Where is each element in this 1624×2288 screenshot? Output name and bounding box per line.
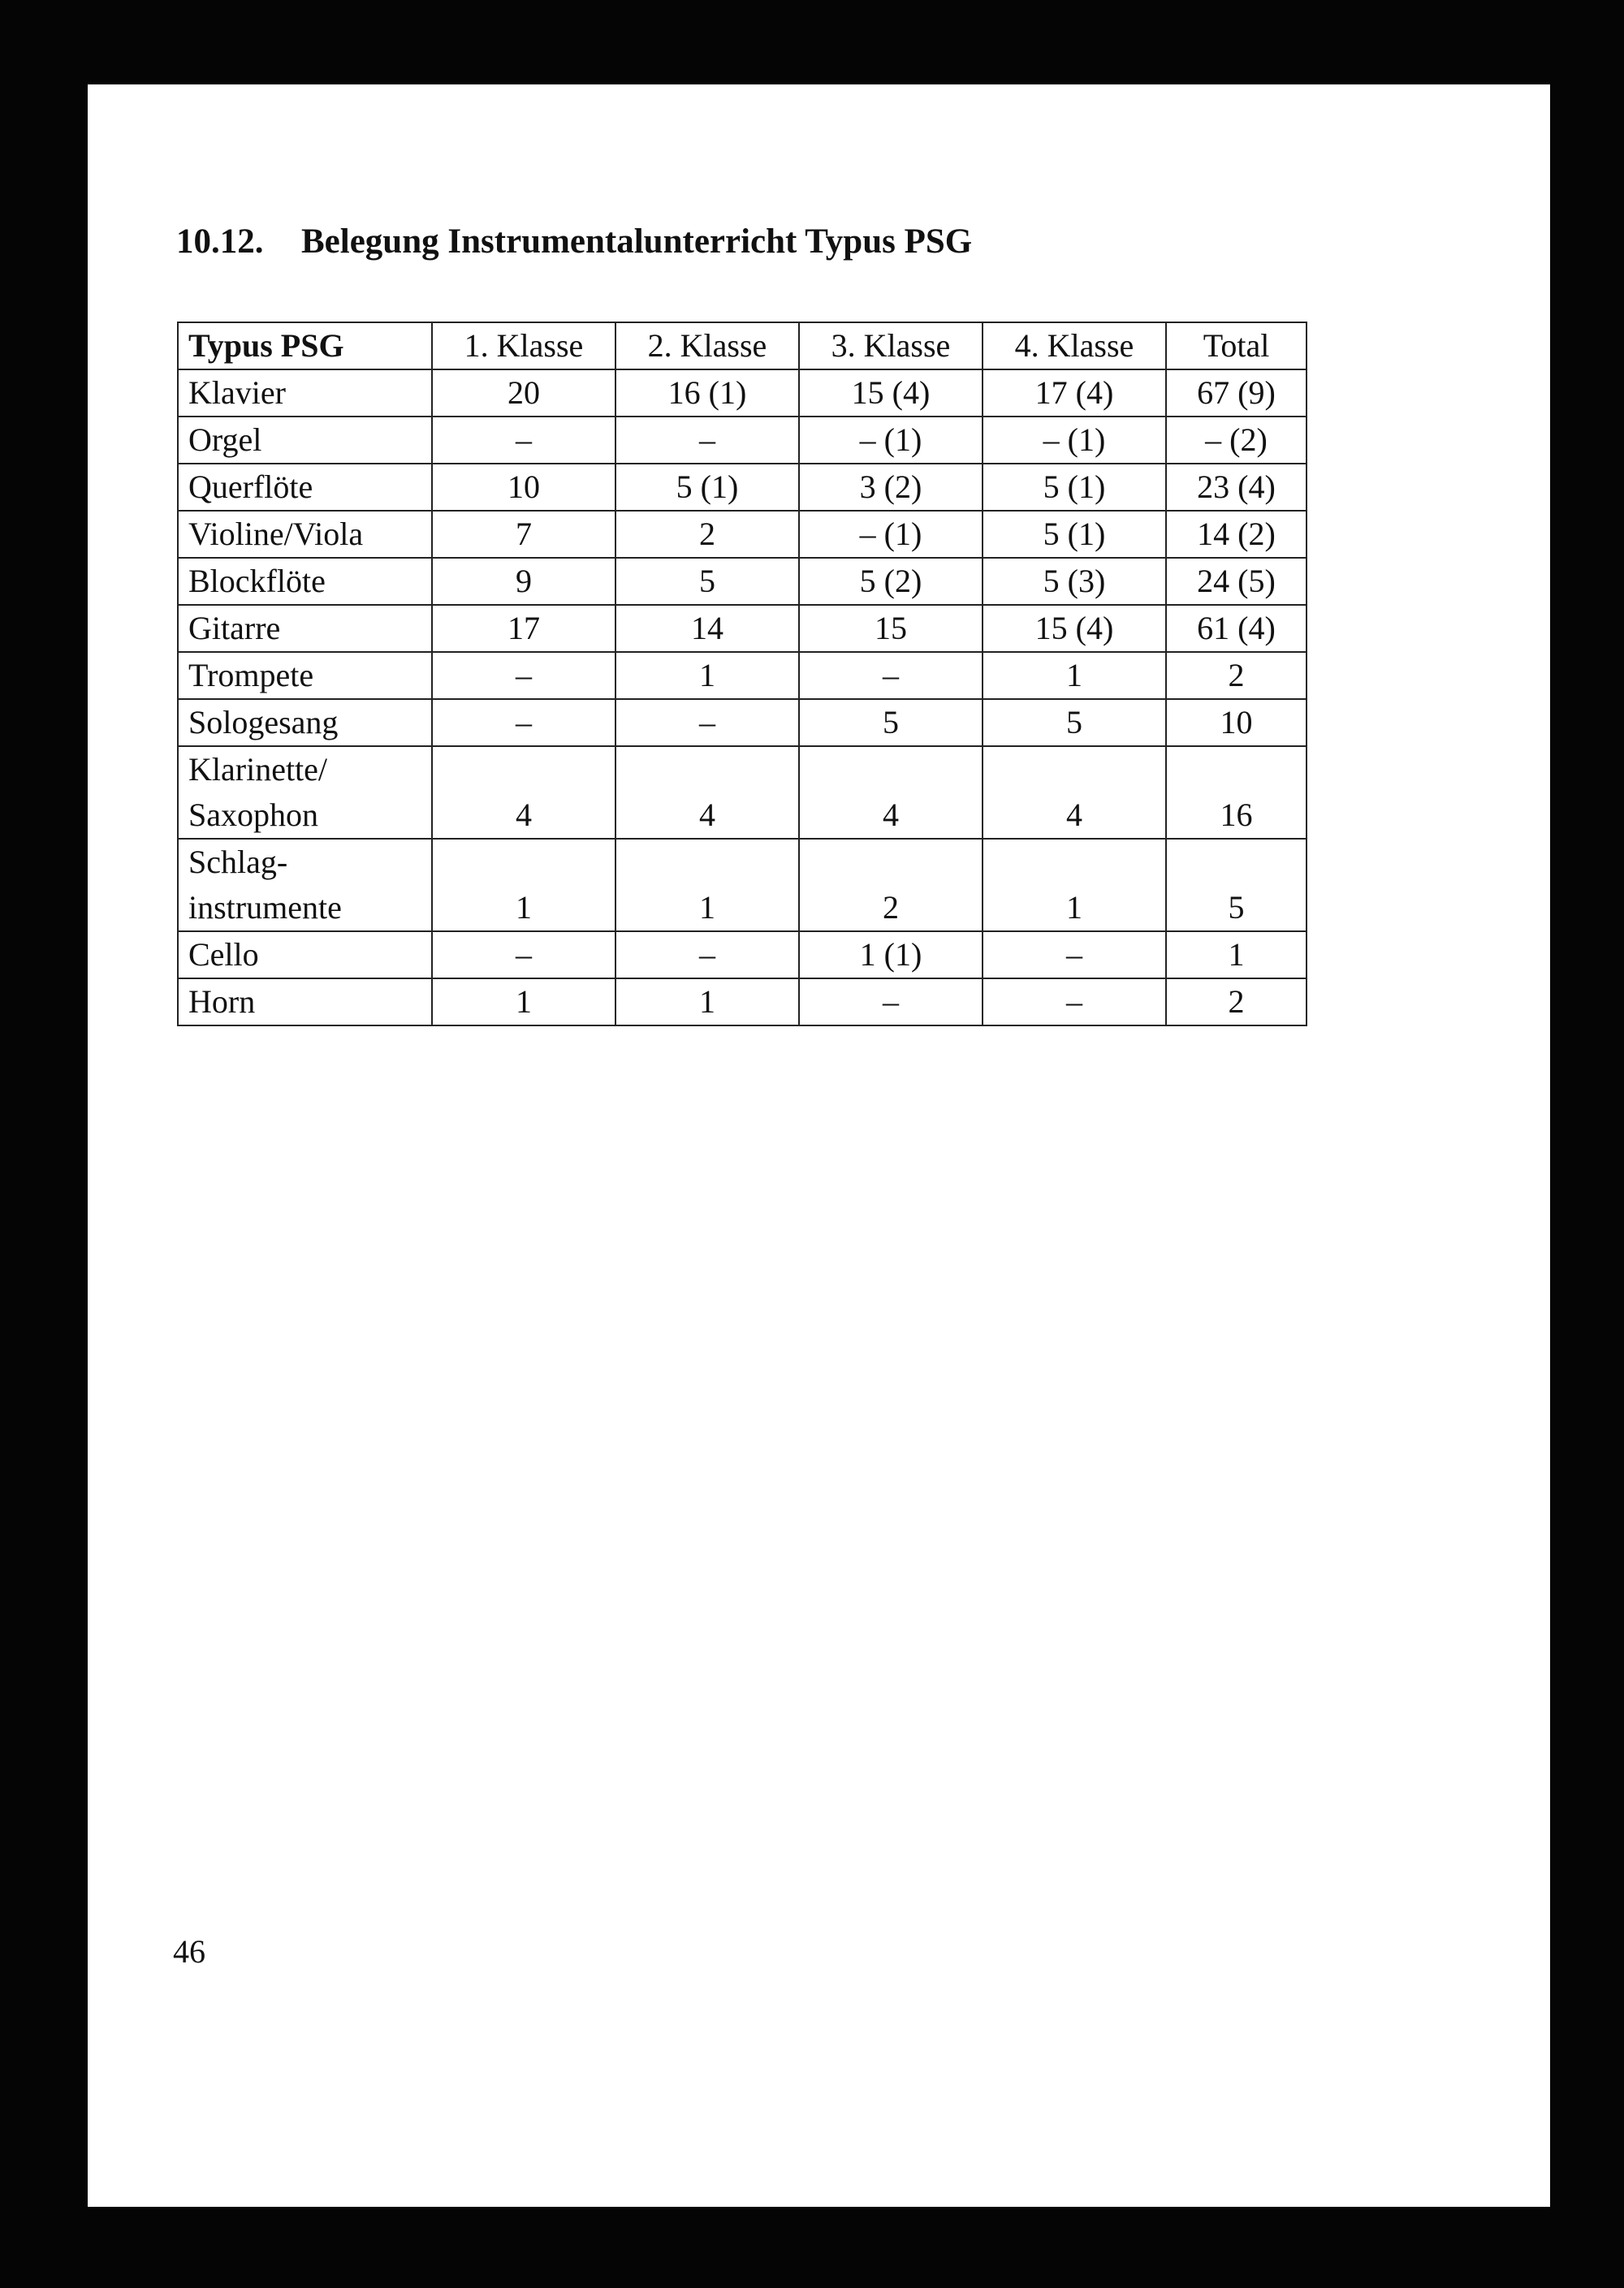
table-cell: 4: [432, 746, 615, 839]
table-row: [178, 839, 1307, 931]
header-cell-klasse-3: 3. Klasse: [799, 322, 983, 369]
table-cell: –: [432, 652, 615, 699]
table-cell: – (1): [799, 511, 983, 558]
table-cell: 16 (1): [615, 369, 799, 417]
header-cell-klasse-4: 4. Klasse: [983, 322, 1166, 369]
section-number: 10.12.: [176, 222, 264, 261]
row-label-line: Klarinette/: [188, 751, 328, 788]
table-cell-total: 5: [1166, 839, 1307, 931]
table-cell: 5: [799, 699, 983, 746]
header-cell-total: Total: [1166, 322, 1307, 369]
table-cell: –: [799, 652, 983, 699]
table-cell: 5 (1): [615, 464, 799, 511]
table-cell: 1: [615, 978, 799, 1025]
table-cell: – (1): [983, 417, 1166, 464]
table-cell: 5 (3): [983, 558, 1166, 605]
table-cell-total: 23 (4): [1166, 464, 1307, 511]
table-cell: 7: [432, 511, 615, 558]
table-cell: 17: [432, 605, 615, 652]
table-cell: 4: [799, 746, 983, 839]
row-label: Querflöte: [178, 464, 432, 511]
table-cell: –: [615, 699, 799, 746]
table-cell-total: 24 (5): [1166, 558, 1307, 605]
table-cell: 2: [799, 839, 983, 931]
page-number: 46: [173, 1933, 205, 1970]
table-cell: 1: [615, 839, 799, 931]
table-cell-total: 2: [1166, 652, 1307, 699]
table-cell: – (1): [799, 417, 983, 464]
table-cell: 1 (1): [799, 931, 983, 978]
table-cell: 1: [432, 839, 615, 931]
table-cell: 20: [432, 369, 615, 417]
table-cell-total: 10: [1166, 699, 1307, 746]
table-cell: 3 (2): [799, 464, 983, 511]
table-cell: 1: [983, 839, 1166, 931]
table-cell: 5 (1): [983, 464, 1166, 511]
row-label: Blockflöte: [178, 558, 432, 605]
table-cell: 17 (4): [983, 369, 1166, 417]
row-label: [178, 746, 432, 839]
table-cell-total: 61 (4): [1166, 605, 1307, 652]
section-heading: [176, 221, 972, 263]
table-row: [178, 652, 1307, 699]
table-cell: 10: [432, 464, 615, 511]
table-cell: 5 (2): [799, 558, 983, 605]
row-label-line: Saxophon: [188, 796, 318, 833]
row-label: Horn: [178, 978, 432, 1025]
table-cell-total: 67 (9): [1166, 369, 1307, 417]
table-cell: 9: [432, 558, 615, 605]
section-title: Belegung Instrumentalunterricht Typus PSG: [301, 222, 973, 261]
table-cell: –: [432, 417, 615, 464]
row-label: Sologesang: [178, 699, 432, 746]
table-cell: 5 (1): [983, 511, 1166, 558]
instrument-enrollment-table: [177, 322, 1307, 1026]
table-cell-total: – (2): [1166, 417, 1307, 464]
table-row: [178, 978, 1307, 1025]
table-cell: 4: [615, 746, 799, 839]
row-label: Orgel: [178, 417, 432, 464]
table-row: [178, 417, 1307, 464]
table-cell: 4: [983, 746, 1166, 839]
table-row: [178, 931, 1307, 978]
row-label: Cello: [178, 931, 432, 978]
table-cell: 2: [615, 511, 799, 558]
table-row: [178, 699, 1307, 746]
table-cell: –: [615, 417, 799, 464]
table-cell-total: 1: [1166, 931, 1307, 978]
table-row: [178, 369, 1307, 417]
table-cell: 14: [615, 605, 799, 652]
table-cell: –: [432, 931, 615, 978]
row-label: Violine/Viola: [178, 511, 432, 558]
table-row: [178, 746, 1307, 839]
header-cell-klasse-2: 2. Klasse: [615, 322, 799, 369]
table-cell: –: [615, 931, 799, 978]
table-row: [178, 558, 1307, 605]
row-label: Gitarre: [178, 605, 432, 652]
table-cell: 15 (4): [983, 605, 1166, 652]
table-cell-total: 2: [1166, 978, 1307, 1025]
header-cell-klasse-1: 1. Klasse: [432, 322, 615, 369]
table-cell: 1: [615, 652, 799, 699]
table-cell-total: 16: [1166, 746, 1307, 839]
row-label-line: Schlag-: [188, 844, 288, 880]
table-cell: –: [432, 699, 615, 746]
table-row: [178, 464, 1307, 511]
row-label: Klavier: [178, 369, 432, 417]
header-cell-typus: Typus PSG: [178, 322, 432, 369]
table-header-row: [178, 322, 1307, 369]
table-cell: 1: [983, 652, 1166, 699]
table-cell: 15 (4): [799, 369, 983, 417]
table-row: [178, 511, 1307, 558]
table-cell: –: [799, 978, 983, 1025]
row-label-line: instrumente: [188, 889, 342, 926]
table-cell: –: [983, 978, 1166, 1025]
table-cell: 15: [799, 605, 983, 652]
table-cell: 5: [615, 558, 799, 605]
table-row: [178, 605, 1307, 652]
row-label: Trompete: [178, 652, 432, 699]
table-cell-total: 14 (2): [1166, 511, 1307, 558]
table-cell: 5: [983, 699, 1166, 746]
table-cell: 1: [432, 978, 615, 1025]
table-cell: –: [983, 931, 1166, 978]
row-label: [178, 839, 432, 931]
